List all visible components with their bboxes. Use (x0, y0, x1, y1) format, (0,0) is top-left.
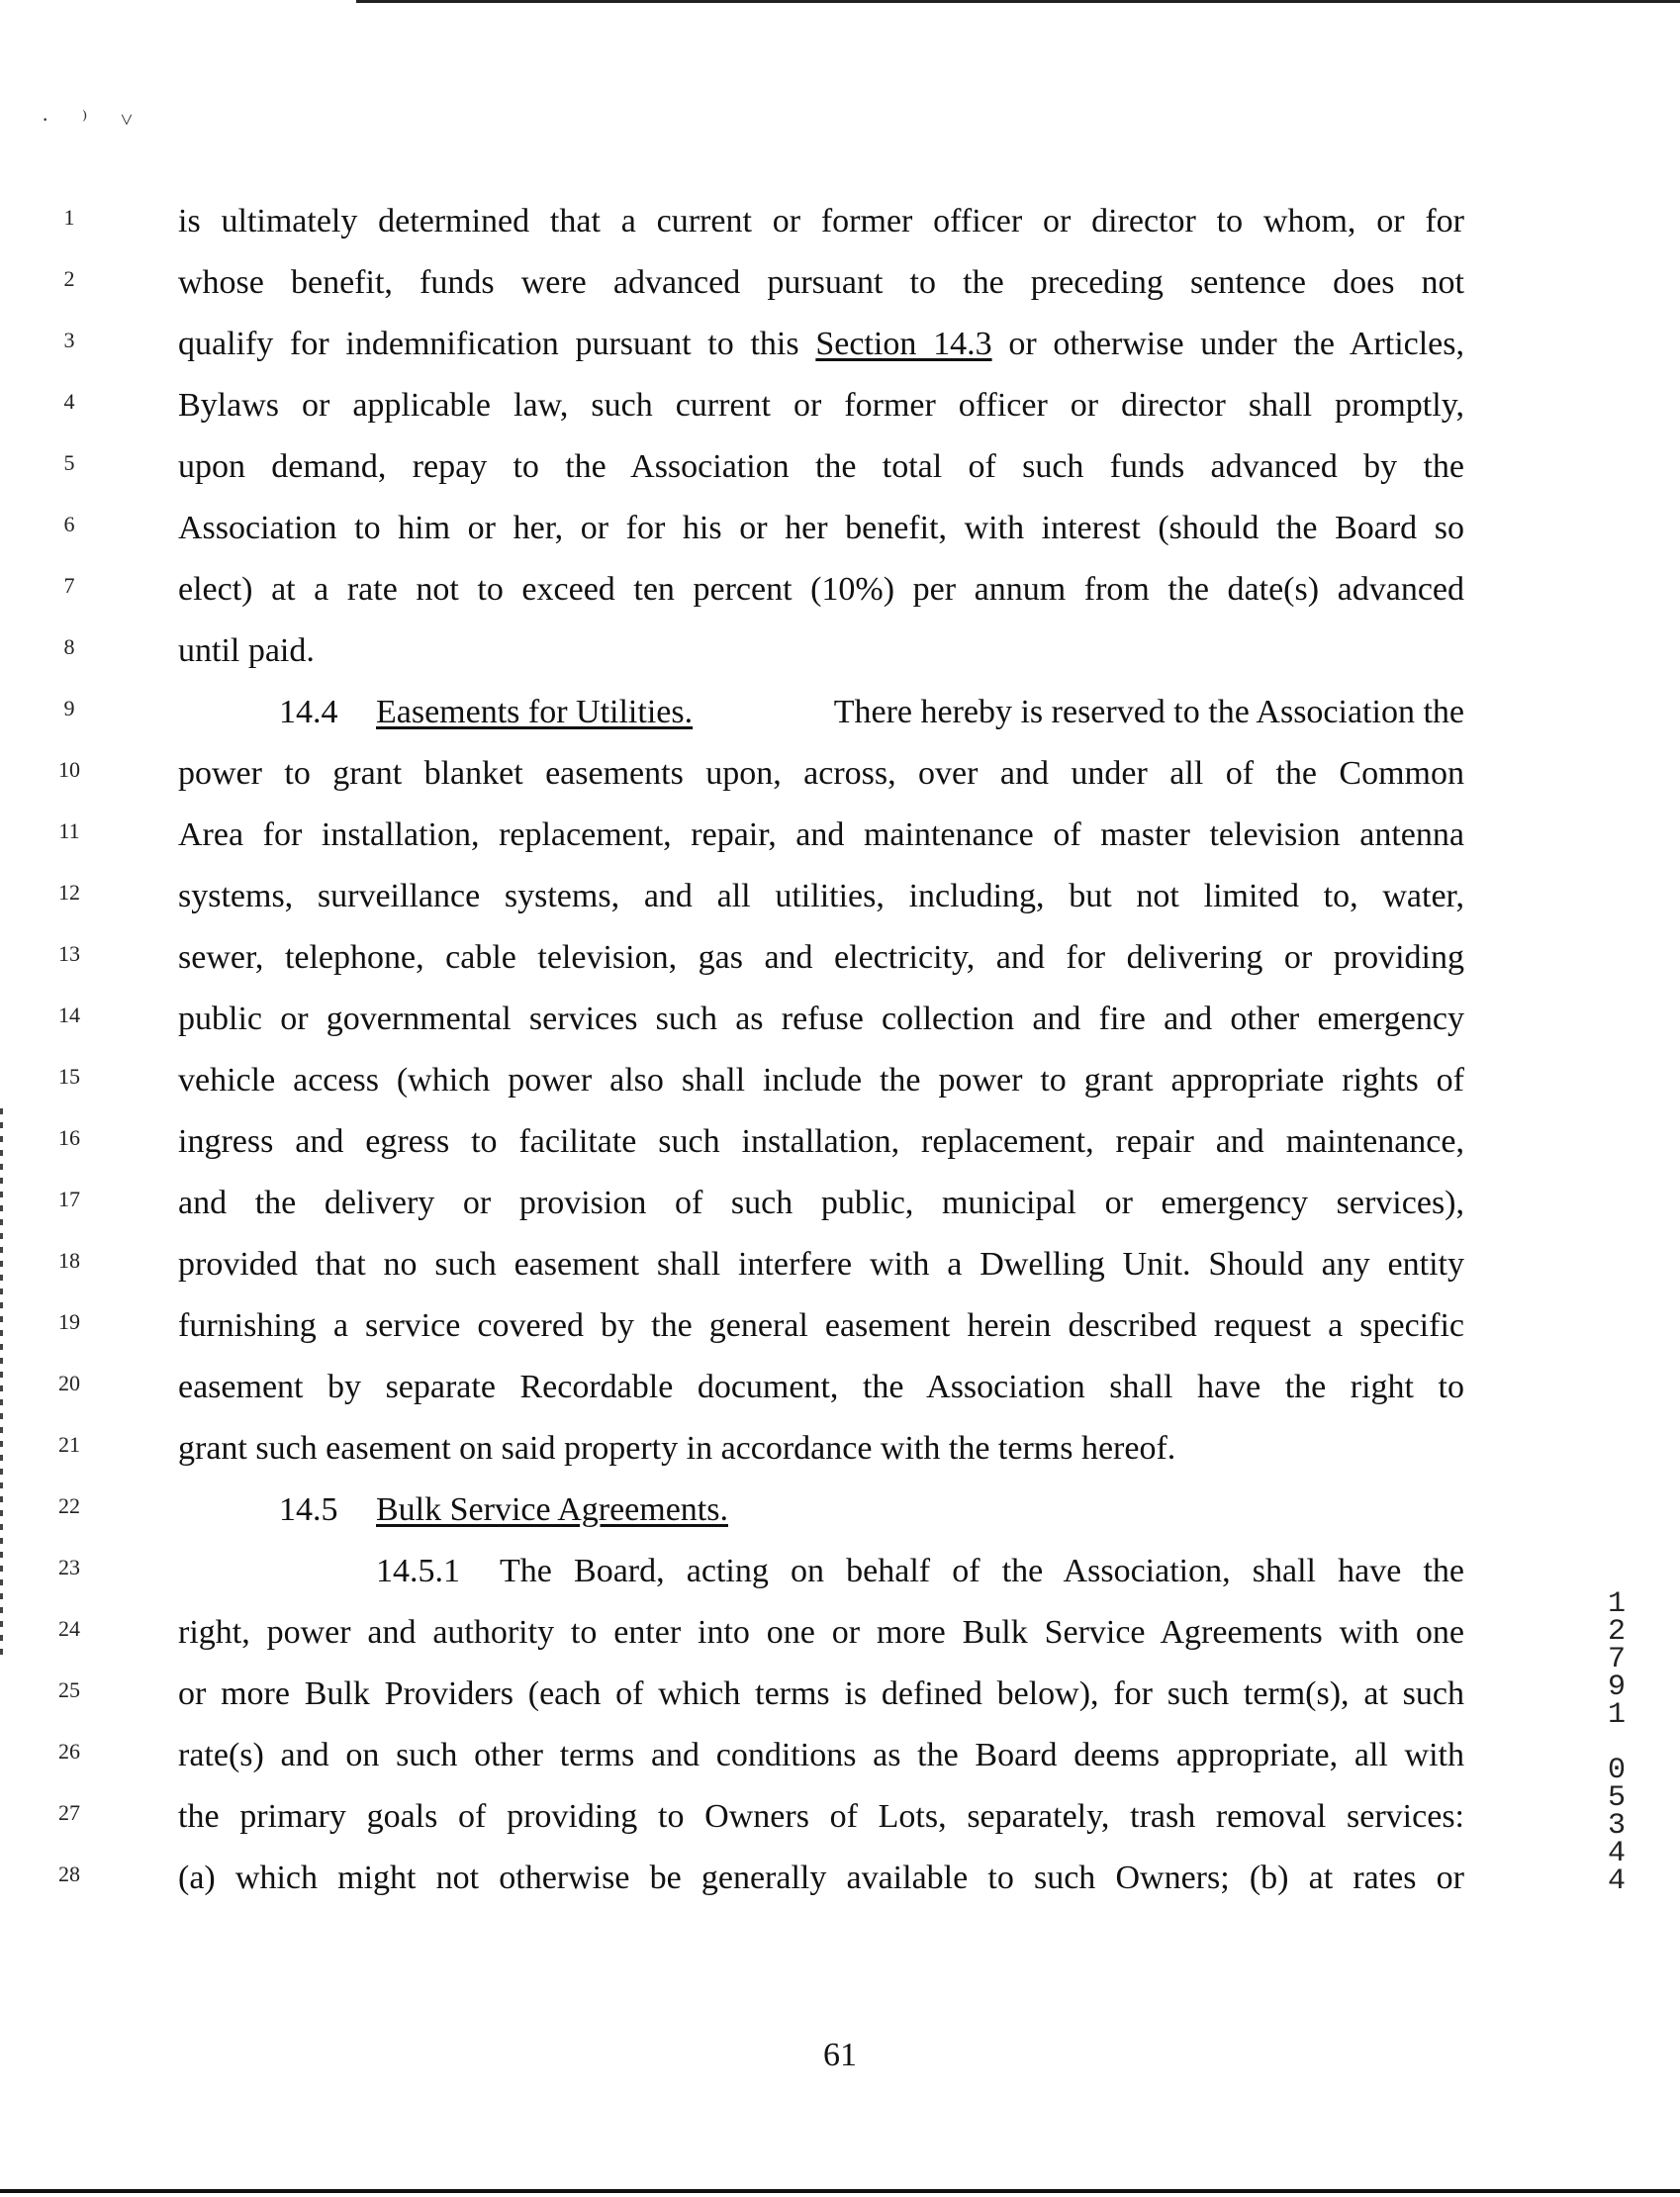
stamp-digit: 5 (1607, 1781, 1626, 1815)
line-text: vehicle access (which power also shall include the power to grant appropriate rights of (178, 1062, 1464, 1098)
top-border-line (356, 0, 1680, 3)
section-14-4-heading-line (0, 682, 1680, 743)
stamp-gap (1597, 1728, 1636, 1756)
line-text (178, 314, 1464, 375)
line-number: 18 (58, 1248, 80, 1273)
line-number: 6 (63, 512, 75, 536)
line-text: the primary goals of providing to Owners of Lots, separately, trash removal services: (178, 1798, 1464, 1835)
stamp-digit: 0 (1607, 1754, 1626, 1787)
line-number: 20 (58, 1371, 80, 1395)
stamp-digit: 4 (1607, 1864, 1626, 1898)
section-title: Bulk Service Agreements. (376, 1491, 728, 1528)
text-line (0, 1111, 1680, 1173)
text-line (0, 375, 1680, 436)
line-text-part: qualify for indemnification pursuant to this (178, 326, 816, 362)
text-line (0, 1786, 1680, 1848)
line-number: 7 (63, 573, 75, 598)
line-number: 22 (58, 1493, 80, 1518)
section-title: Easements for Utilities. (376, 694, 694, 730)
line-text: right, power and authority to enter into one or more Bulk Service Agreements with one (178, 1614, 1464, 1651)
line-number: 17 (58, 1187, 80, 1211)
section-number: 14.4 (279, 694, 338, 730)
stamp-digit: 1 (1607, 1698, 1626, 1732)
line-number: 5 (63, 450, 75, 475)
line-text: sewer, telephone, cable television, gas and electricity, and for delivering or providing (178, 939, 1464, 976)
line-number: 9 (63, 696, 75, 720)
line-number: 10 (58, 757, 80, 782)
line-number: 15 (58, 1064, 80, 1089)
text-line (0, 989, 1680, 1050)
line-number: 3 (63, 328, 75, 352)
text-line (0, 1173, 1680, 1234)
text-line (0, 436, 1680, 498)
stamp-digit: 1 (1607, 1587, 1626, 1621)
line-number: 27 (58, 1800, 80, 1825)
line-text: whose benefit, funds were advanced pursuant to the preceding sentence does not (178, 264, 1464, 301)
stamp-digit: 9 (1607, 1671, 1626, 1704)
text-line (0, 191, 1680, 252)
text-line (0, 1295, 1680, 1357)
line-text: until paid. (178, 632, 315, 669)
text-line (0, 1050, 1680, 1111)
section-14-5-heading-line (0, 1480, 1680, 1541)
line-text: rate(s) and on such other terms and conditions as the Board deems appropriate, all with (178, 1737, 1464, 1773)
text-line (0, 1418, 1680, 1480)
line-number: 2 (63, 266, 75, 291)
line-number: 26 (58, 1739, 80, 1764)
text-line (0, 1848, 1680, 1909)
line-number: 8 (63, 634, 75, 659)
text-line (0, 743, 1680, 805)
stamp-digit: 2 (1607, 1615, 1626, 1649)
text-line (0, 498, 1680, 559)
line-text: ingress and egress to facilitate such installation, replacement, repair and maintenance, (178, 1123, 1464, 1160)
line-number: 12 (58, 880, 80, 905)
text-line (0, 252, 1680, 314)
line-text: public or governmental services such as refuse collection and fire and other emergency (178, 1001, 1464, 1037)
line-text: upon demand, repay to the Association the total of such funds advanced by the (178, 448, 1464, 485)
line-text: grant such easement on said property in accordance with the terms hereof. (178, 1430, 1176, 1467)
line-text: Association to him or her, or for his or her benefit, with interest (should the Board so (178, 510, 1464, 546)
text-line (0, 314, 1680, 375)
line-text: or more Bulk Providers (each of which terms is defined below), for such term(s), at such (178, 1675, 1464, 1712)
text-line (0, 621, 1680, 682)
line-number: 21 (58, 1432, 80, 1457)
line-number: 23 (58, 1555, 80, 1579)
text-line (0, 559, 1680, 621)
section-14-5-1-line (0, 1541, 1680, 1602)
line-text-part: or otherwise under the Articles, (991, 326, 1464, 362)
text-line (0, 1234, 1680, 1295)
line-number: 19 (58, 1309, 80, 1334)
line-text: provided that no such easement shall interfere with a Dwelling Unit. Should any entity (178, 1246, 1464, 1283)
line-number: 11 (58, 818, 80, 843)
line-number: 4 (63, 389, 75, 414)
text-line (0, 1602, 1680, 1664)
line-text: elect) at a rate not to exceed ten percent (10%) per annum from the date(s) advanced (178, 571, 1464, 608)
recording-number-stamp (1597, 1587, 1636, 1898)
line-number: 25 (58, 1677, 80, 1702)
line-text: Bylaws or applicable law, such current or former officer or director shall promptly, (178, 387, 1464, 424)
page-number: 61 (823, 2037, 857, 2073)
text-line (0, 1357, 1680, 1418)
section-number: 14.5 (279, 1491, 338, 1528)
line-text: (a) which might not otherwise be generally available to such Owners; (b) at rates or (178, 1860, 1464, 1896)
line-number: 28 (58, 1862, 80, 1886)
line-text: power to grant blanket easements upon, across, over and under all of the Common (178, 755, 1464, 792)
line-number: 13 (58, 941, 80, 966)
subsection-number: 14.5.1 (376, 1553, 460, 1589)
stamp-digit: 4 (1607, 1837, 1626, 1870)
stamp-digit: 3 (1607, 1809, 1626, 1843)
line-text: easement by separate Recordable document, the Association shall have the right to (178, 1369, 1464, 1405)
text-line (0, 805, 1680, 866)
line-text-part: The Board, acting on behalf of the Association, shall have the (500, 1553, 1464, 1589)
scan-specks: · ⁾ ˅ (42, 107, 147, 132)
line-text: furnishing a service covered by the general easement herein described request a specific (178, 1307, 1464, 1344)
text-line (0, 1725, 1680, 1786)
line-number: 24 (58, 1616, 80, 1641)
stamp-digit: 7 (1607, 1643, 1626, 1676)
line-text: is ultimately determined that a current or former officer or director to whom, or for (178, 203, 1464, 239)
text-line (0, 866, 1680, 927)
line-number: 14 (58, 1003, 80, 1027)
line-text: systems, surveillance systems, and all utilities, including, but not limited to, water, (178, 878, 1464, 914)
bottom-border-line (0, 2189, 1680, 2193)
line-text: Area for installation, replacement, repair, and maintenance of master television antenna (178, 816, 1464, 853)
line-number: 1 (63, 205, 75, 230)
line-text-part: There hereby is reserved to the Association the (833, 694, 1464, 730)
line-text: and the delivery or provision of such public, municipal or emergency services), (178, 1185, 1464, 1221)
line-number: 16 (58, 1125, 80, 1150)
text-line (0, 927, 1680, 989)
section-14-3-reference: Section 14.3 (815, 326, 992, 362)
text-line (0, 1664, 1680, 1725)
